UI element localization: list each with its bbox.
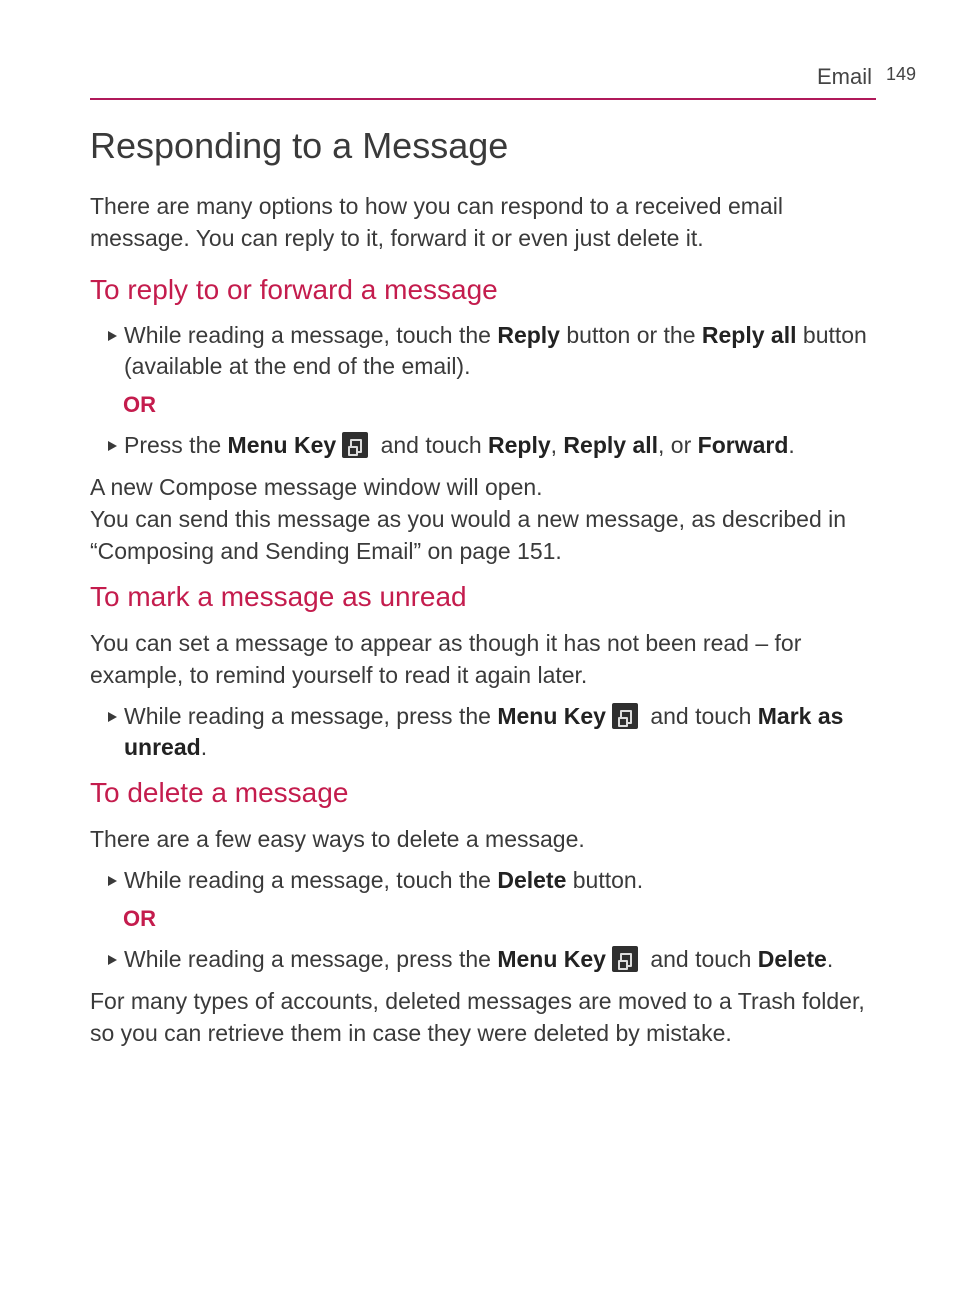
step-text: , or — [658, 432, 698, 458]
page-title: Responding to a Message — [90, 125, 509, 166]
unread-paragraph: You can set a message to appear as though it has not been read – for example, to remind yourself to read it again later. — [90, 630, 802, 688]
step-text: While reading a message, touch the — [124, 322, 498, 348]
intro-paragraph: There are many options to how you can respond to a received email message. You can reply to it, forward it or even just delete it. — [90, 193, 783, 251]
menu-key-label: Menu Key — [497, 946, 606, 972]
step-text: and touch — [643, 946, 758, 972]
step-text: . — [788, 432, 795, 458]
delete-step-2 — [90, 944, 880, 975]
delete-label: Delete — [497, 867, 567, 893]
step-text: . — [200, 734, 208, 760]
reply-step-2 — [90, 430, 880, 461]
triangle-bullet-icon — [108, 955, 117, 965]
send-note: You can send this message as you would a new message, as described in “Composing and Sending Email” on page 151. — [90, 506, 847, 564]
menu-key-icon — [612, 703, 638, 729]
step-text: and touch — [643, 703, 758, 729]
reply-step-1 — [90, 320, 880, 382]
menu-key-icon — [342, 432, 368, 458]
reply-label: Reply — [488, 432, 551, 458]
reply-label: Reply — [497, 322, 560, 348]
step-text: button. — [566, 867, 644, 893]
triangle-bullet-icon — [108, 331, 117, 341]
triangle-bullet-icon — [108, 712, 117, 722]
reply-heading: To reply to or forward a message — [90, 274, 498, 305]
reply-all-label: Reply all — [701, 322, 797, 348]
step-text: , — [550, 432, 564, 458]
step-text: button or the — [559, 322, 702, 348]
page-content — [90, 122, 880, 1049]
menu-key-label: Menu Key — [227, 432, 337, 458]
unread-step-1 — [90, 701, 880, 763]
step-text: . — [826, 946, 834, 972]
step-text: and touch — [374, 432, 488, 458]
delete-paragraph: There are a few easy ways to delete a message. — [90, 826, 585, 852]
triangle-bullet-icon — [108, 876, 117, 886]
forward-label: Forward — [697, 432, 789, 458]
reply-all-label: Reply all — [563, 432, 659, 458]
step-text: While reading a message, touch the — [124, 867, 498, 893]
delete-label: Delete — [757, 946, 827, 972]
triangle-bullet-icon — [108, 441, 117, 451]
delete-heading: To delete a message — [90, 777, 349, 808]
or-separator: OR — [123, 906, 156, 931]
trash-note: For many types of accounts, deleted messages are moved to a Trash folder, so you can retrieve them in case they were deleted by mistake. — [90, 988, 865, 1046]
step-text: button (available at the end of the email). — [124, 322, 867, 379]
page-number: 149 — [886, 64, 917, 84]
menu-key-icon — [612, 946, 638, 972]
menu-key-label: Menu Key — [497, 703, 606, 729]
compose-note: A new Compose message window will open. — [90, 474, 543, 500]
delete-step-1 — [90, 865, 880, 896]
page-header — [90, 60, 876, 100]
unread-heading: To mark a message as unread — [90, 581, 467, 612]
step-text: While reading a message, press the — [124, 946, 498, 972]
header-section-label: Email — [816, 64, 872, 89]
mark-as-unread-label: Mark as unread — [124, 703, 844, 760]
or-separator: OR — [123, 392, 156, 417]
step-text: While reading a message, press the — [124, 703, 498, 729]
step-text: Press the — [124, 432, 228, 458]
